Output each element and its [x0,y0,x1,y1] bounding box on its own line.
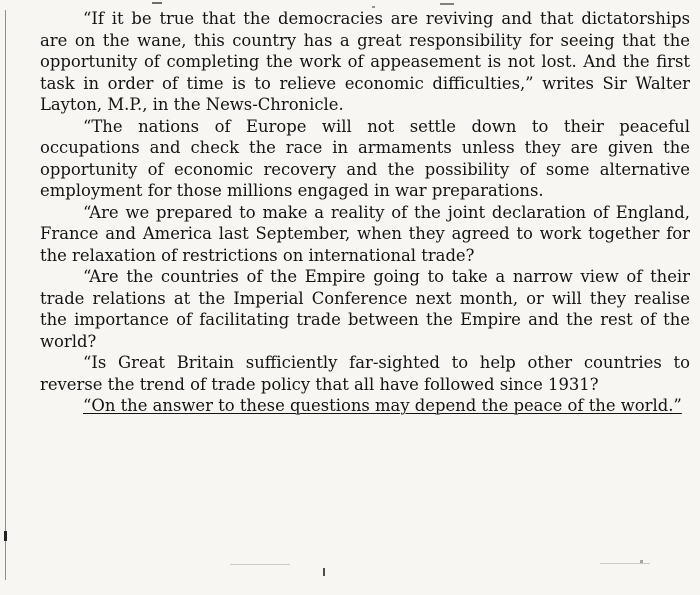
article-column [40,8,690,417]
paragraph-6: “On the answer to these questions may depend the peace of the world.” [83,396,682,415]
paragraph-3: “Are we prepared to make a reality of the joint declaration of England, France and America last September, when they agreed to work together for the relaxation of restrictions on international trade? [40,202,690,265]
column-rule [5,10,6,580]
paragraph-4: “Are the countries of the Empire going to take a narrow view of their trade relations at the Imperial Conference next month, or will they realise the importance of facilitating trade between the Empire and the rest of the world? [40,267,690,351]
paragraph-2: “The nations of Europe will not settle down to their peaceful occupations and check the race in armaments unless they are given the opportunity of economic recovery and the possibility of some alternative employment for those millions engaged in war preparations. [40,116,690,200]
ink-mark [4,531,7,541]
paragraph-1: “If it be true that the democracies are reviving and that dictatorships are on the wane, this country has a great responsibility for seeing that the opportunity of completing the work of appeasement is not lost. And the first task in order of time is to relieve economic difficulties,” writes Sir Walter Layton, M.P., in the News-Chronicle. [40,9,690,114]
paragraph-5: “Is Great Britain sufficiently far-sighted to help other countries to reverse the trend of trade policy that all have followed since 1931? [40,353,690,394]
